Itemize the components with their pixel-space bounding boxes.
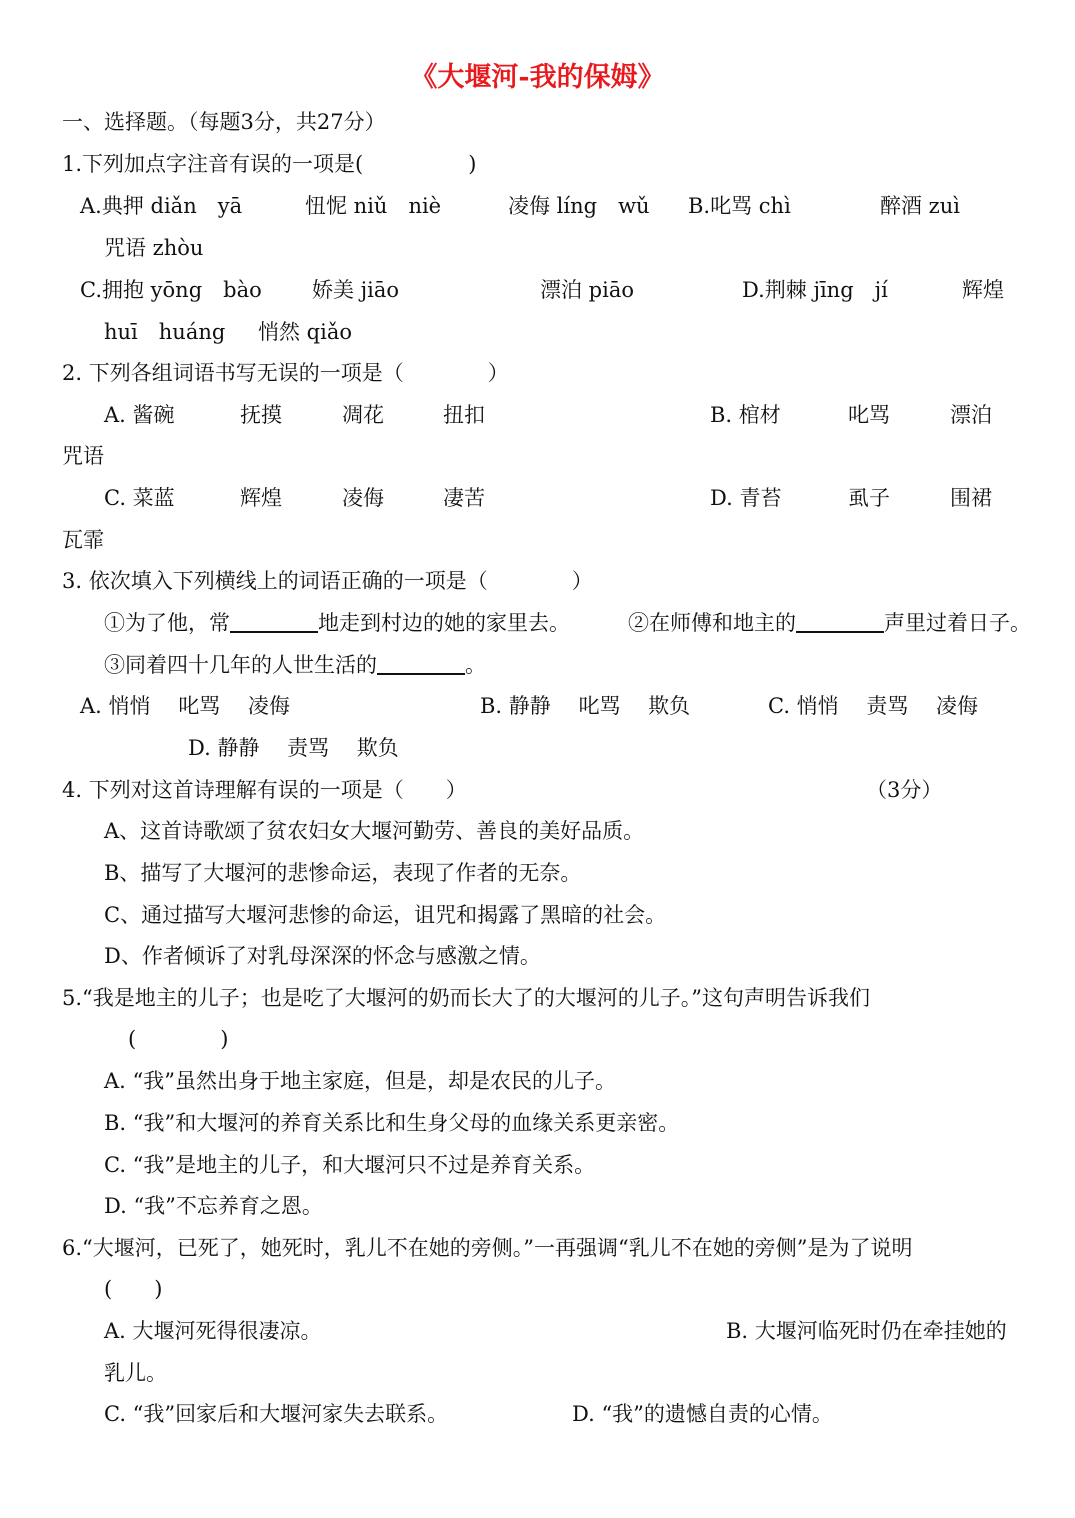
q5-stem: 5.“我是地主的儿子；也是吃了大堰河的奶而长大了的大堰河的儿子。”这句声明告诉我们 (62, 986, 871, 1010)
q1-option-c-1: C.拥抱 yōng bào (80, 278, 262, 302)
q1-option-a-3: 凌侮 líng wǔ (508, 194, 650, 218)
q4-option-d: D、作者倾诉了对乳母深深的怀念与感激之情。 (104, 944, 541, 968)
q3-sentence-3 (104, 651, 486, 679)
q3-option-b: B. 静静 叱骂 欺负 (480, 694, 691, 718)
q3-blank-3[interactable] (377, 651, 465, 675)
q2-option-d-2: 虱子 (848, 486, 890, 510)
q2-option-c-2: 辉煌 (240, 486, 282, 510)
q3-option-c: C. 悄悄 责骂 凌侮 (768, 694, 979, 718)
q2-option-a-4: 扭扣 (443, 403, 485, 427)
q4-option-b: B、描写了大堰河的悲惨命运，表现了作者的无奈。 (104, 861, 582, 885)
q5-option-d: D. “我”不忘养育之恩。 (104, 1194, 323, 1218)
q3-sentence-2-pre: ②在师傅和地主的 (628, 611, 796, 635)
q6-option-b-wrap: 乳儿。 (104, 1361, 167, 1385)
q2-option-d-3: 围裙 (950, 486, 992, 510)
q4-option-a: A、这首诗歌颂了贫农妇女大堰河勤劳、善良的美好品质。 (104, 819, 645, 843)
q3-sentence-2 (628, 609, 1031, 637)
q1-option-b-3: 咒语 zhòu (104, 236, 204, 260)
q5-option-b: B. “我”和大堰河的养育关系比和生身父母的血缘关系更亲密。 (104, 1111, 680, 1135)
q2-option-d-4: 瓦霏 (62, 528, 104, 552)
q1-option-d-1: D.荆棘 jīng jí (742, 278, 888, 302)
q1-option-c-3: 漂泊 piāo (540, 278, 634, 302)
q1-option-d-3: huī huáng (104, 320, 226, 344)
q4-stem: 4. 下列对这首诗理解有误的一项是（ ） (62, 778, 467, 802)
q3-sentence-1-post: 地走到村边的她的家里去。 (318, 611, 570, 635)
q2-option-c-4: 凄苦 (443, 486, 485, 510)
q1-option-b-1: B.叱骂 chì (688, 194, 791, 218)
q1-option-a-2: 忸怩 niǔ niè (305, 194, 442, 218)
q2-option-b-1: B. 棺材 (710, 403, 781, 427)
q3-sentence-1 (104, 609, 570, 637)
q3-option-a: A. 悄悄 叱骂 凌侮 (80, 694, 290, 718)
q2-option-b-4: 咒语 (62, 444, 104, 468)
q2-stem: 2. 下列各组词语书写无误的一项是（ ） (62, 361, 509, 385)
q1-option-a-1: A.典押 diǎn yā (80, 194, 243, 218)
q5-answer-paren: ( ) (128, 1027, 229, 1051)
q5-option-c: C. “我”是地主的儿子，和大堰河只不过是养育关系。 (104, 1153, 596, 1177)
q4-option-c: C、通过描写大堰河悲惨的命运，诅咒和揭露了黑暗的社会。 (104, 903, 667, 927)
q4-score: （3分） (866, 778, 943, 802)
q6-option-d: D. “我”的遗憾自责的心情。 (572, 1402, 833, 1426)
q3-option-d: D. 静静 责骂 欺负 (188, 736, 399, 760)
q1-stem: 1.下列加点字注音有误的一项是( ) (62, 152, 477, 176)
q3-sentence-3-post: 。 (465, 653, 486, 677)
q1-option-c-2: 娇美 jiāo (312, 278, 400, 302)
q2-option-a-2: 抚摸 (240, 403, 282, 427)
q6-option-c: C. “我”回家后和大堰河家失去联系。 (104, 1402, 449, 1426)
document-title: 《大堰河-我的保姆》 (410, 62, 665, 93)
q3-sentence-3-pre: ③同着四十几年的人世生活的 (104, 653, 377, 677)
q2-option-a-1: A. 酱碗 (104, 403, 175, 427)
q1-option-d-2: 辉煌 (962, 278, 1004, 302)
q5-option-a: A. “我”虽然出身于地主家庭，但是，却是农民的儿子。 (104, 1069, 616, 1093)
q2-option-b-2: 叱骂 (848, 403, 890, 427)
q6-answer-paren: ( ) (104, 1277, 163, 1301)
q1-option-d-4: 悄然 qiǎo (258, 320, 352, 344)
q6-option-a: A. 大堰河死得很凄凉。 (104, 1319, 322, 1343)
q2-option-a-3: 凋花 (342, 403, 384, 427)
q2-option-b-3: 漂泊 (950, 403, 992, 427)
q2-option-c-1: C. 菜蓝 (104, 486, 175, 510)
section-heading: 一、选择题。（每题3分，共27分） (62, 110, 386, 134)
q2-option-d-1: D. 青苔 (710, 486, 782, 510)
q6-option-b: B. 大堰河临死时仍在牵挂她的 (726, 1319, 1007, 1343)
q3-blank-1[interactable] (230, 609, 318, 633)
q6-stem: 6.“大堰河，已死了，她死时，乳儿不在她的旁侧。”一再强调“乳儿不在她的旁侧”是为了说明 (62, 1236, 913, 1260)
q1-option-b-2: 醉酒 zuì (880, 194, 960, 218)
q3-sentence-2-post: 声里过着日子。 (884, 611, 1031, 635)
q3-sentence-1-pre: ①为了他，常 (104, 611, 230, 635)
q3-blank-2[interactable] (796, 609, 884, 633)
q2-option-c-3: 凌侮 (342, 486, 384, 510)
q3-stem: 3. 依次填入下列横线上的词语正确的一项是（ ） (62, 569, 593, 593)
